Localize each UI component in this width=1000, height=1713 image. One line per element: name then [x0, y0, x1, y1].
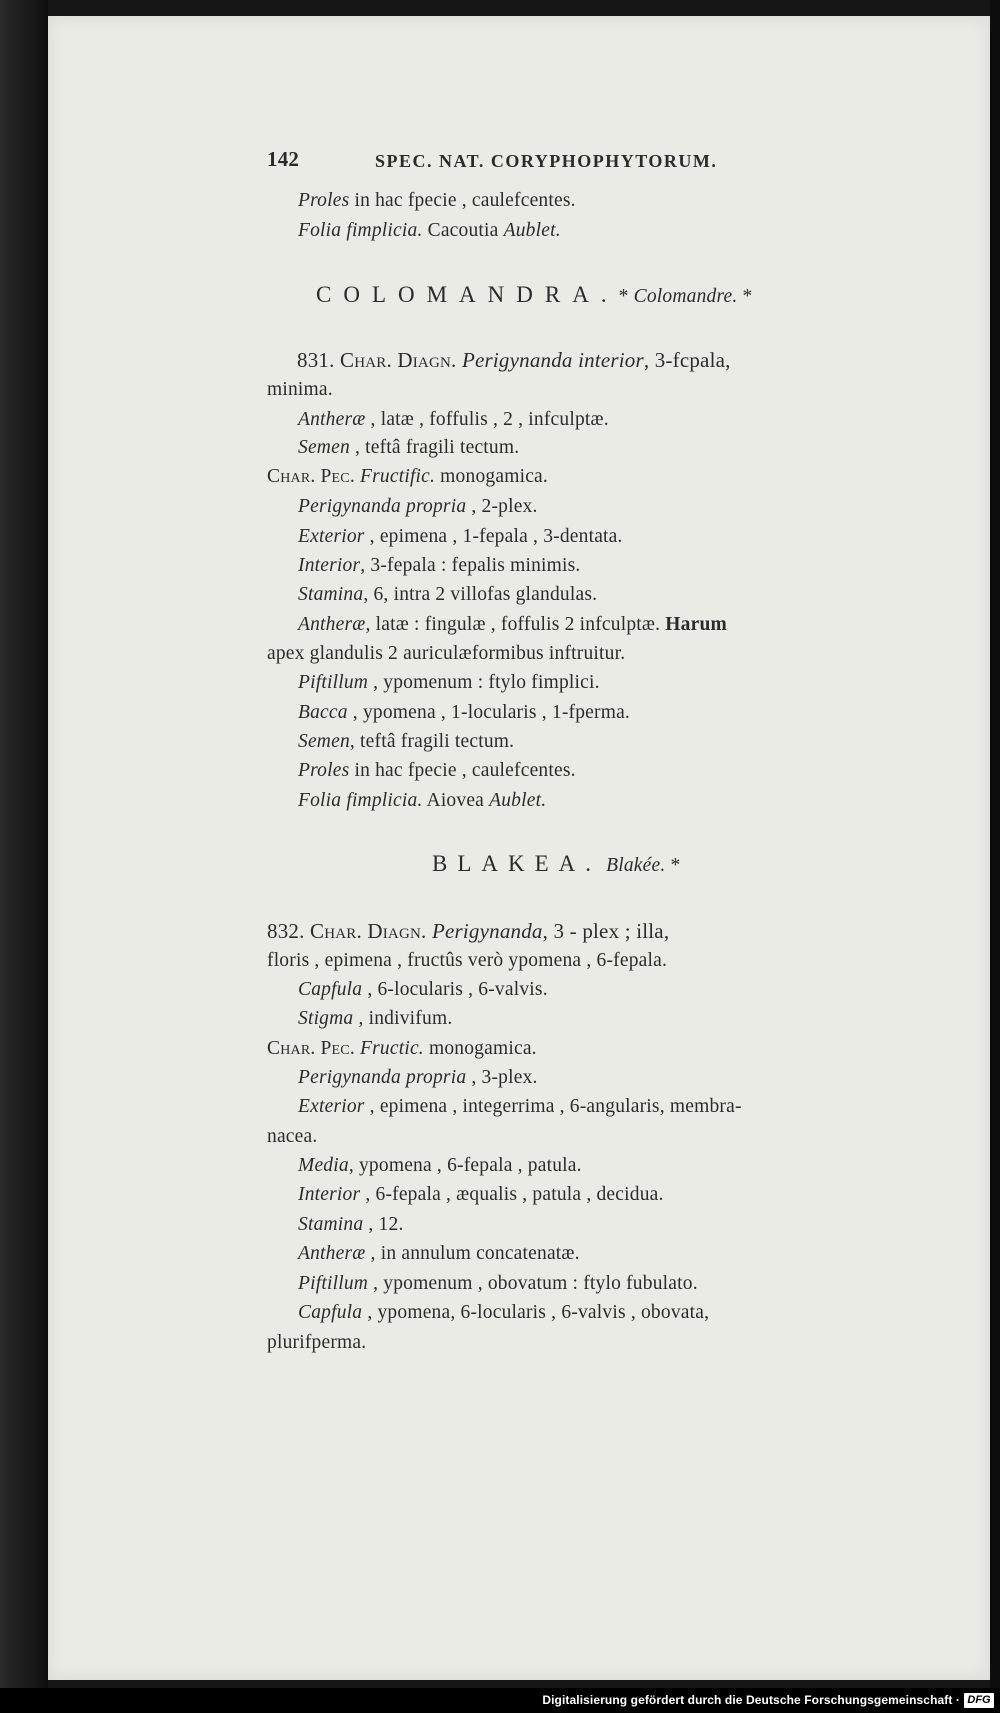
text-line: Stamina , 12.	[298, 1214, 404, 1235]
text-line: Piftillum , ypomenum , obovatum : ftylo fubulato.	[298, 1273, 698, 1294]
text-line: Antheræ, latæ : fingulæ , foffulis 2 infculptæ. Harum	[298, 614, 727, 635]
text-line: Perigynanda propria , 3-plex.	[298, 1067, 538, 1088]
text-line: plurifperma.	[267, 1332, 367, 1353]
text-line: Capfula , ypomena, 6-locularis , 6-valvis , obovata,	[298, 1302, 710, 1323]
digitization-footer	[0, 1688, 1000, 1713]
dfg-logo: DFG	[964, 1693, 994, 1708]
page-number: 142	[267, 147, 300, 171]
text-line: floris , epimena , fructûs verò ypomena , 6-fepala.	[267, 950, 668, 971]
text-line: 831. Char. Diagn. Perigynanda interior, 3-fcpala,	[297, 348, 731, 372]
book-gutter	[0, 0, 48, 1713]
book-page	[48, 16, 990, 1680]
text-line: Media, ypomena , 6-fepala , patula.	[298, 1155, 582, 1176]
text-line: Antheræ , latæ , foffulis , 2 , infculptæ.	[298, 409, 609, 430]
footer-credit: Digitalisierung gefördert durch die Deutsche Forschungsgemeinschaft ·	[542, 1693, 960, 1707]
text-line: Perigynanda propria , 2-plex.	[298, 496, 538, 517]
text-line: Char. Pec. Fructific. monogamica.	[267, 466, 548, 487]
text-line: apex glandulis 2 auriculæformibus inftruitur.	[267, 643, 626, 664]
text-line: Bacca , ypomena , 1-locularis , 1-fperma.	[298, 702, 631, 723]
text-line: Char. Pec. Fructic. monogamica.	[267, 1038, 537, 1059]
text-line: Capfula , 6-locularis , 6-valvis.	[298, 979, 548, 1000]
text-line: Interior, 3-fepala : fepalis minimis.	[298, 555, 581, 576]
text-line: minima.	[267, 379, 333, 400]
text-line: Proles in hac fpecie , caulefcentes.	[298, 190, 576, 211]
text-line: Interior , 6-fepala , æqualis , patula , decidua.	[298, 1184, 664, 1205]
text-line: Exterior , epimena , integerrima , 6-angularis, membra-	[298, 1096, 742, 1117]
text-line: Semen , teftâ fragili tectum.	[298, 437, 520, 458]
text-line: Folia fimplicia. Cacoutia Aublet.	[298, 220, 561, 241]
text-line: Stigma , indivifum.	[298, 1008, 453, 1029]
text-line: nacea.	[267, 1126, 318, 1147]
text-line: Folia fimplicia. Aiovea Aublet.	[298, 790, 547, 811]
text-line: Antheræ , in annulum concatenatæ.	[298, 1243, 580, 1264]
genus-heading: BLAKEA. Blakée. *	[432, 851, 681, 876]
running-title: SPEC. NAT. CORYPHOPHYTORUM.	[375, 151, 718, 171]
text-line: 832. Char. Diagn. Perigynanda, 3 - plex ; illa,	[267, 919, 670, 943]
text-line: Piftillum , ypomenum : ftylo fimplici.	[298, 672, 600, 693]
text-line: Exterior , epimena , 1-fepala , 3-dentata.	[298, 526, 623, 547]
text-line: Stamina, 6, intra 2 villofas glandulas.	[298, 584, 598, 605]
book-edge	[990, 0, 1000, 1713]
text-line: Proles in hac fpecie , caulefcentes.	[298, 760, 576, 781]
text-line: Semen, teftâ fragili tectum.	[298, 731, 515, 752]
genus-heading: COLOMANDRA.* Colomandre. *	[316, 282, 753, 307]
